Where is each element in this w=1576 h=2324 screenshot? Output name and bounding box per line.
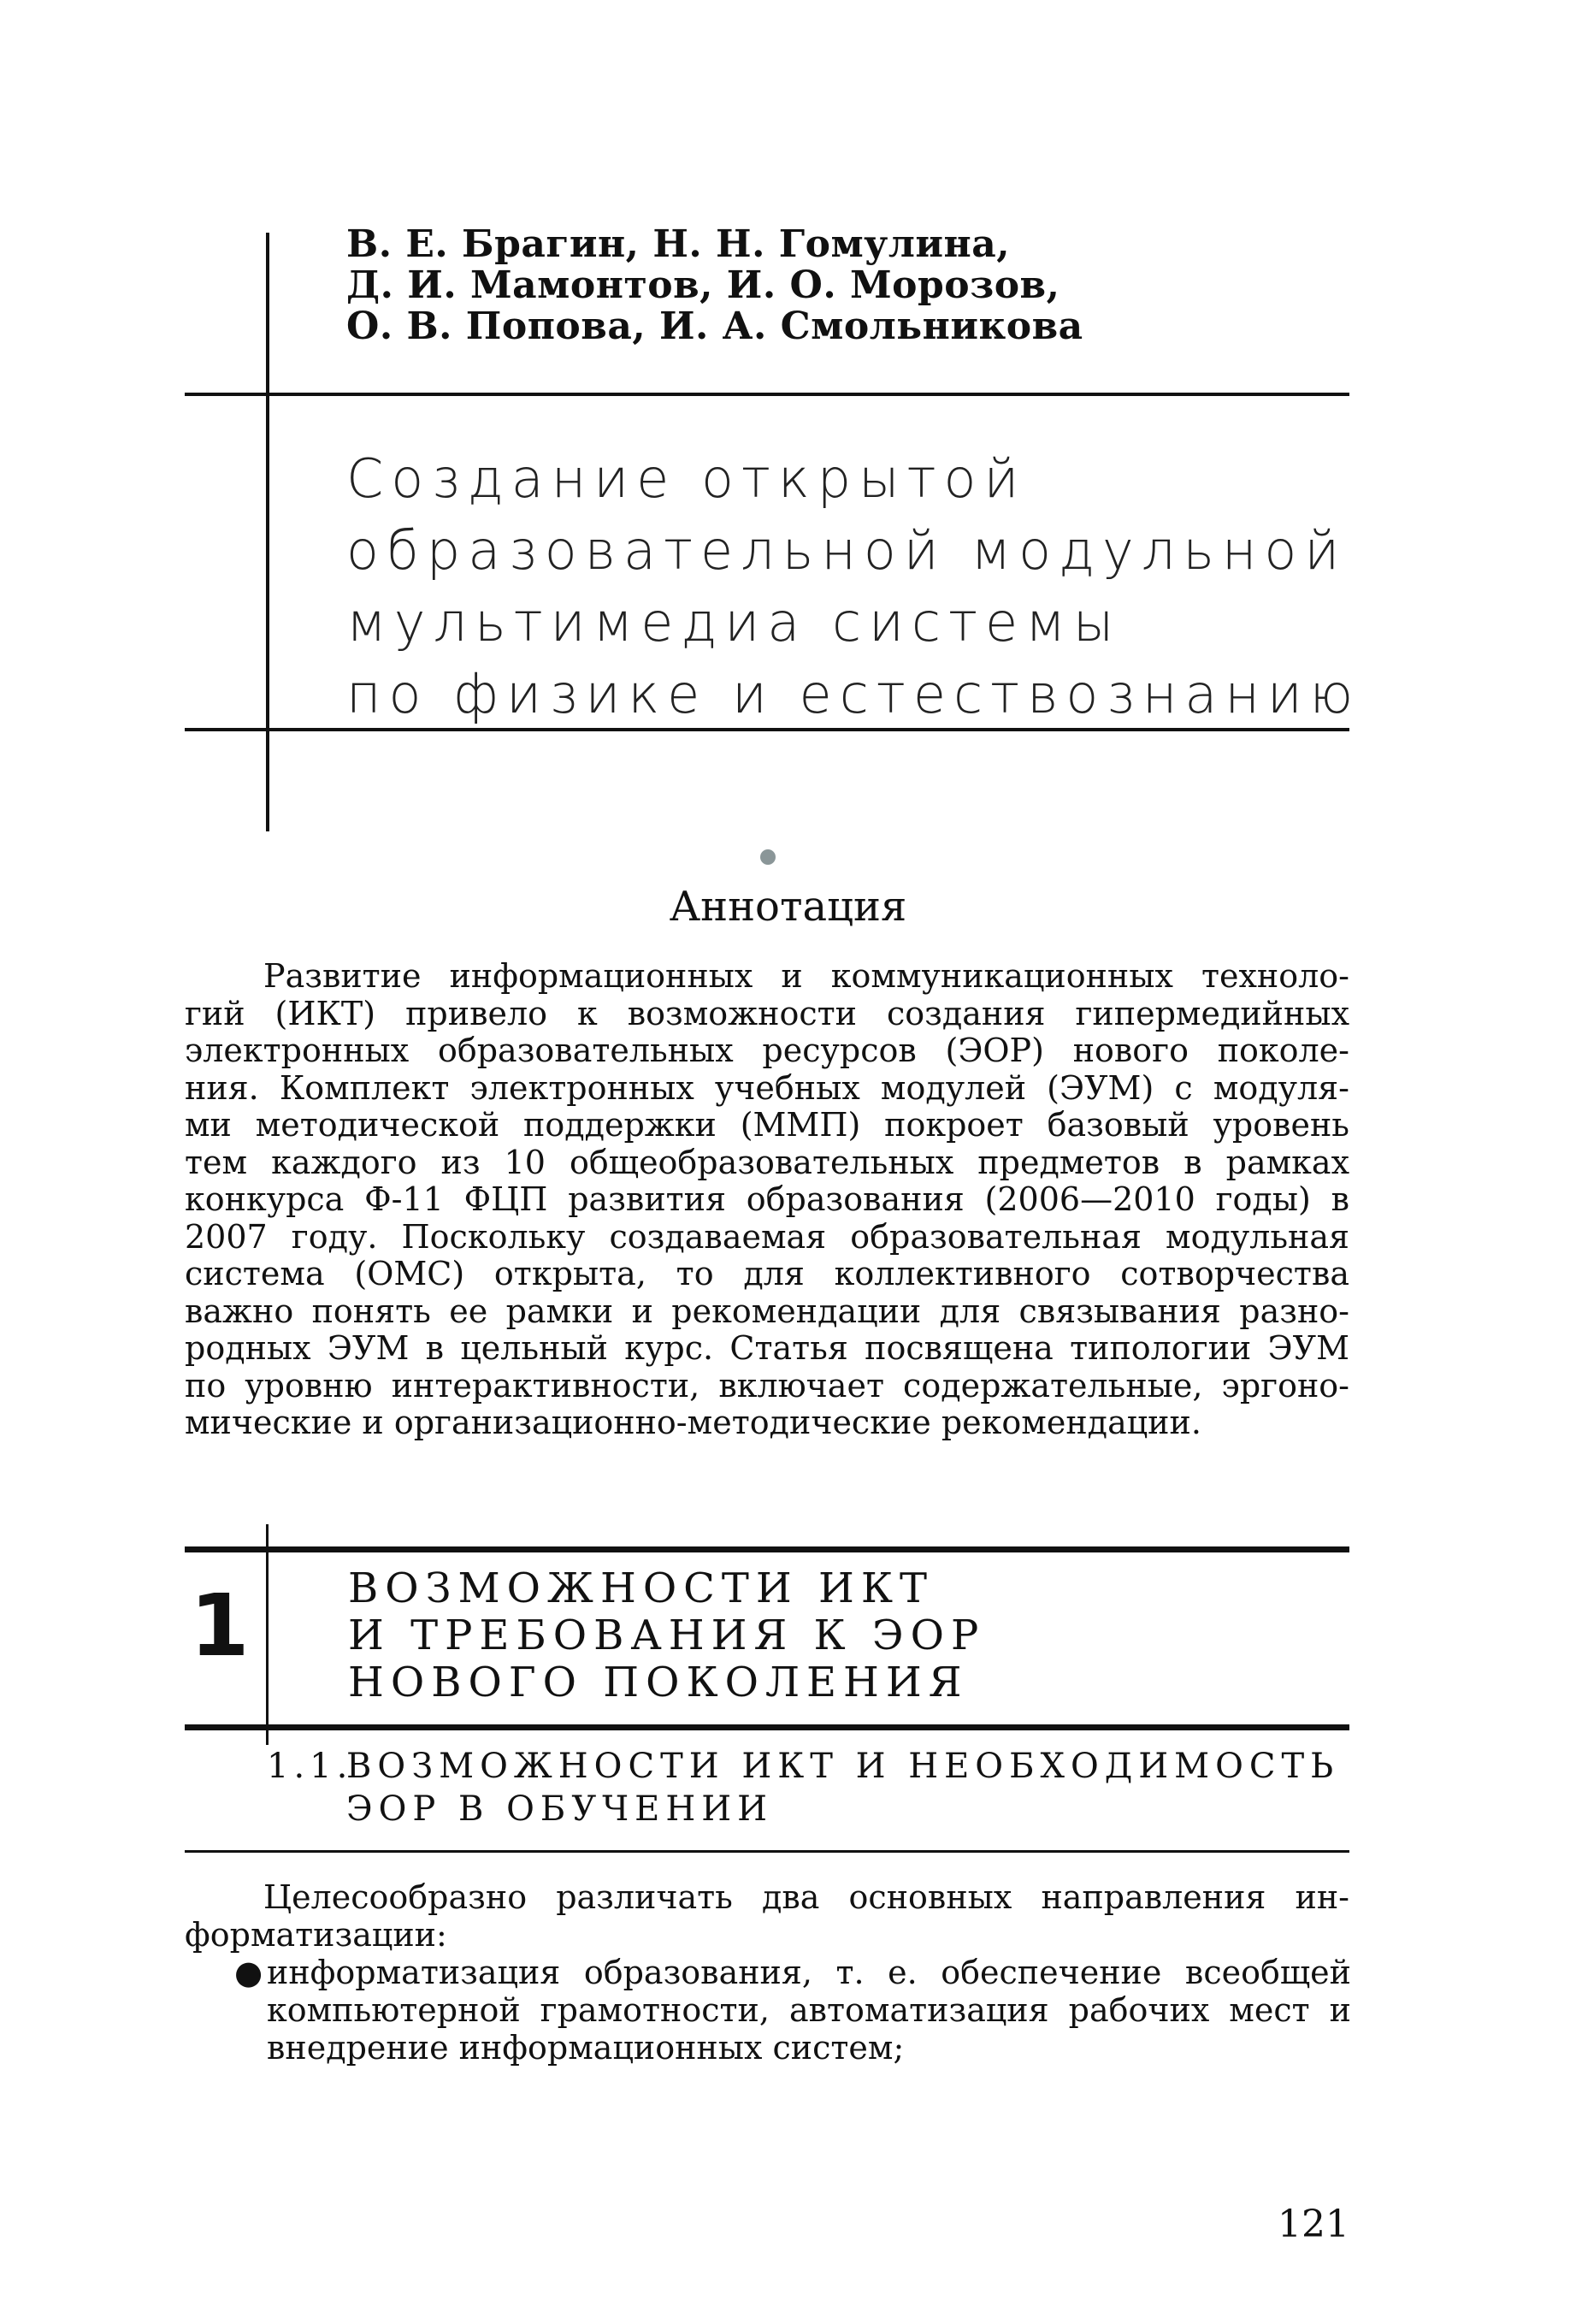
section-title-line: ЭОР В ОБУЧЕНИИ <box>346 1789 773 1829</box>
annotation-line: ния. Комплект электронных учебных модулей (ЭУМ) с модуля- <box>185 1068 1349 1107</box>
annotation-line: мические и организационно-методические рекомендации. <box>185 1404 1201 1441</box>
list-item-line: внедрение информационных систем; <box>267 2029 905 2067</box>
chapter-title-line: И ТРЕБОВАНИЯ К ЭОР <box>348 1611 986 1659</box>
page-number: 121 <box>1278 2203 1349 2246</box>
annotation-line: Развитие информационных и коммуникационных техноло- <box>263 957 1349 995</box>
section-number: 1.1. <box>267 1747 353 1786</box>
ornament-dot <box>760 849 776 865</box>
section-title <box>346 1745 1339 1830</box>
chapter-number: 1 <box>190 1576 250 1676</box>
article-title-line: образовательной модульной <box>346 519 1348 582</box>
list-item <box>231 1954 1351 2067</box>
annotation-line: по уровню интерактивности, включает содержательные, эргоно- <box>185 1366 1349 1404</box>
body-line: Целесообразно различать два основных направления ин- <box>263 1878 1349 1916</box>
annotation-line: система (ОМС) открыта, то для коллективного сотворчества <box>185 1255 1349 1292</box>
authors-line: О. В. Попова, И. А. Смольникова <box>346 305 1083 348</box>
bullet-marker: ● <box>234 1954 263 1991</box>
list-item-line: информатизация образования, т. е. обеспечение всеобщей <box>267 1954 1351 1991</box>
annotation-line: 2007 году. Поскольку создаваемая образовательная модульная <box>185 1217 1349 1256</box>
authors-title-divider <box>185 393 1349 396</box>
bullet-list <box>231 1954 1351 2067</box>
annotation-line: ми методической поддержки (ММП) покроет базовый уровень <box>185 1106 1349 1144</box>
article-title-line: Создание открытой <box>346 447 1027 510</box>
chapter-title-line: ВОЗМОЖНОСТИ ИКТ <box>348 1564 935 1612</box>
annotation-line: конкурса Ф-11 ФЦП развития образования (2006—2010 годы) в <box>185 1180 1349 1218</box>
annotation-line: тем каждого из 10 общеобразовательных предметов в рамках <box>185 1143 1349 1181</box>
annotation-line: важно понять ее рамки и рекомендации для связывания разно- <box>185 1292 1349 1330</box>
section-title-line: ВОЗМОЖНОСТИ ИКТ И НЕОБХОДИМОСТЬ <box>346 1747 1340 1786</box>
chapter-bottom-rule <box>185 1724 1349 1730</box>
body-intro <box>185 1878 1349 1954</box>
body-line: форматизации: <box>185 1916 447 1954</box>
article-title-line: мультимедиа системы <box>346 591 1122 653</box>
annotation-heading: Аннотация <box>669 883 907 931</box>
annotation-text <box>185 958 1349 1442</box>
article-title-line: по физике и естествознанию <box>346 663 1361 725</box>
chapter-title <box>348 1565 985 1706</box>
annotation-line: электронных образовательных ресурсов (ЭОР) нового поколе- <box>185 1032 1349 1069</box>
header-vertical-rule <box>266 233 269 831</box>
article-title <box>346 443 1361 730</box>
chapter-title-line: НОВОГО ПОКОЛЕНИЯ <box>348 1659 969 1706</box>
annotation-line: гий (ИКТ) привело к возможности создания гипермедийных <box>185 994 1349 1032</box>
authors <box>346 224 1083 347</box>
chapter-top-rule <box>185 1546 1349 1552</box>
authors-line: Д. И. Мамонтов, И. О. Морозов, <box>346 263 1060 307</box>
list-item-line: компьютерной грамотности, автоматизация рабочих мест и <box>267 1991 1351 2029</box>
annotation-line: родных ЭУМ в цельный курс. Статья посвящена типологии ЭУМ <box>185 1329 1349 1367</box>
section-bottom-rule <box>185 1850 1349 1853</box>
authors-line: В. Е. Брагин, Н. Н. Гомулина, <box>346 222 1011 266</box>
chapter-vertical-rule <box>266 1524 269 1745</box>
